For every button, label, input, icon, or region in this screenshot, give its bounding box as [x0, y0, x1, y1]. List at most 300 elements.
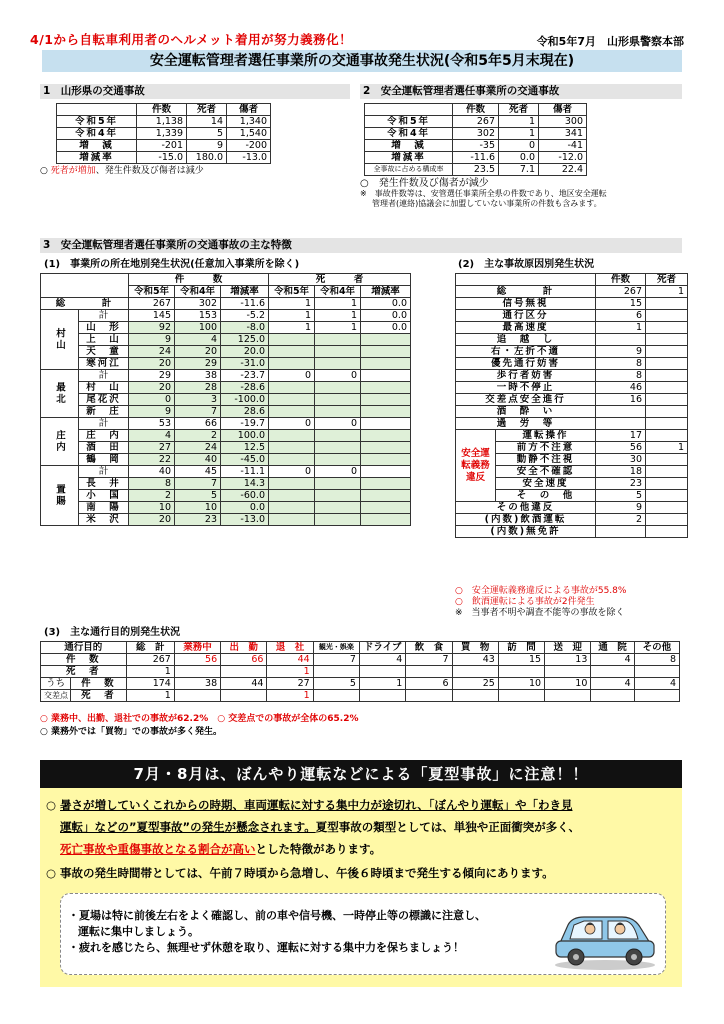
- row-label: 安全不確認: [496, 466, 596, 478]
- table-row: [456, 430, 688, 442]
- cell: 7: [175, 406, 221, 418]
- cell: [596, 406, 646, 418]
- table-row: [41, 346, 411, 358]
- cell: -11.6: [221, 298, 269, 310]
- table-row: [41, 430, 411, 442]
- table-row: [456, 394, 688, 406]
- cell: 7: [175, 478, 221, 490]
- cell: 1,540: [227, 128, 271, 140]
- table-header: [41, 274, 129, 298]
- cell: 5: [313, 678, 359, 690]
- row-label: 尾花沢: [79, 394, 129, 406]
- cell: 20: [129, 382, 175, 394]
- cell: 9: [596, 346, 646, 358]
- cell: 341: [539, 128, 587, 140]
- row-label: 計: [79, 310, 129, 322]
- cell: 0: [315, 418, 361, 430]
- cell: -23.7: [221, 370, 269, 382]
- note-highlight: 死者が増加: [50, 166, 96, 176]
- cell: [269, 454, 315, 466]
- cell: [359, 666, 405, 678]
- cell: -13.0: [221, 514, 269, 526]
- cell: [269, 382, 315, 394]
- cell: 22: [129, 454, 175, 466]
- purpose-table: [40, 641, 680, 702]
- row-label: 庄 内: [79, 430, 129, 442]
- cell: [596, 334, 646, 346]
- cell: [315, 490, 361, 502]
- cell: 125.0: [221, 334, 269, 346]
- cell: 15: [498, 654, 544, 666]
- summer-paragraph-2: ○ 事故の発生時間帯としては、午前７時頃から急増し、午後６時頃まで発生する傾向にあります。: [46, 866, 554, 880]
- table-row: [41, 654, 680, 666]
- row-label: 前方不注意: [496, 442, 596, 454]
- cell: 15: [596, 298, 646, 310]
- cell: -8.0: [221, 322, 269, 334]
- cell: 0.0: [361, 310, 411, 322]
- cell: 14: [187, 116, 227, 128]
- cell: [315, 406, 361, 418]
- cell: 302: [175, 298, 221, 310]
- cell: 45: [175, 466, 221, 478]
- cell: -31.0: [221, 358, 269, 370]
- cell: [315, 430, 361, 442]
- table-row: [41, 502, 411, 514]
- row-label: 通行区分: [456, 310, 596, 322]
- table-header: 死者: [499, 104, 539, 116]
- cell: 1,339: [137, 128, 187, 140]
- summer-heading: 7月・8月は、ぼんやり運転などによる「夏型事故」に注意！！: [40, 760, 682, 788]
- table-row: [456, 310, 688, 322]
- cause-note-2: ○ 飲酒運転による事故が2件発生: [455, 597, 595, 607]
- cell: 4: [591, 654, 634, 666]
- cell: [646, 358, 688, 370]
- cell: [646, 298, 688, 310]
- cause-note-3: ※ 当事者不明や調査不能等の事故を除く: [455, 608, 625, 618]
- row-label: 新 庄: [79, 406, 129, 418]
- cell: 20: [129, 514, 175, 526]
- row-label: 動静不注視: [496, 454, 596, 466]
- cell: 4: [634, 678, 679, 690]
- issuer-info: 令和5年7月 山形県警察本部: [536, 35, 684, 48]
- table-row: [41, 370, 411, 382]
- row-label: 運転操作: [496, 430, 596, 442]
- cell: 0.0: [361, 298, 411, 310]
- table-header: 出 勤: [221, 642, 267, 654]
- cell: 1: [267, 666, 313, 678]
- cell: 20.0: [221, 346, 269, 358]
- table-header: 死者: [646, 274, 688, 286]
- cell: 38: [174, 678, 220, 690]
- cell: 1: [359, 678, 405, 690]
- region-label: 最北: [41, 370, 79, 418]
- row-label: うち: [41, 678, 71, 690]
- cell: 7: [406, 654, 452, 666]
- table-header: 死者: [187, 104, 227, 116]
- table-row: [456, 406, 688, 418]
- cell: 2: [175, 430, 221, 442]
- cell: 56: [174, 654, 220, 666]
- row-label: 優先通行妨害: [456, 358, 596, 370]
- cell: 0.0: [499, 152, 539, 164]
- summer-paragraph-1: ○ 暑さが増していくこれからの時期、車両運転に対する集中力が途切れ、「ぼんやり運転」や「わき見 運転」などの”夏型事故”の発生が懸念されます。夏型事故の類型としては、単独や正面衝突が多く、 死亡事故や重傷事故となる割合が高いとした特徴があります。: [46, 798, 580, 856]
- cell: 43: [452, 654, 498, 666]
- cell: 1: [126, 666, 174, 678]
- cell: [221, 666, 267, 678]
- section-2-note-1: ○ 発生件数及び傷者が減少: [360, 178, 489, 189]
- cell: 25: [452, 678, 498, 690]
- summer-text: 事故の発生時間帯としては、午前７時頃から急増し、午後６時頃まで発生する傾向にあります。: [60, 866, 554, 880]
- row-label: 酒 酔 い: [456, 406, 596, 418]
- row-label: 山 形: [79, 322, 129, 334]
- cell: [221, 690, 267, 702]
- cell: [646, 370, 688, 382]
- cell: 5: [187, 128, 227, 140]
- summer-highlight: 死亡事故や重傷事故となる割合が高い: [60, 842, 256, 856]
- cell: 1: [269, 322, 315, 334]
- table-row: [41, 666, 680, 678]
- cell: [269, 502, 315, 514]
- cell: 29: [175, 358, 221, 370]
- cell: [452, 666, 498, 678]
- cell: -19.7: [221, 418, 269, 430]
- cell: 38: [175, 370, 221, 382]
- row-label: (内数)無免許: [456, 526, 596, 538]
- summer-text: 暑さが増していくこれからの時期、車両運転に対する集中力が途切れ、「ぼんやり運転」や「わき見: [60, 798, 573, 812]
- row-label: 村 山: [79, 382, 129, 394]
- cell: [361, 466, 411, 478]
- cell: 6: [596, 310, 646, 322]
- row-label: 酒 田: [79, 442, 129, 454]
- table-row: [41, 690, 680, 702]
- cell: 1: [269, 298, 315, 310]
- cell: 92: [129, 322, 175, 334]
- table-header: 件 数: [129, 274, 269, 286]
- cause-notes: [455, 586, 695, 619]
- cell: [315, 358, 361, 370]
- safety-group-label: 安全運転義務違反: [456, 430, 496, 502]
- cell: 20: [175, 346, 221, 358]
- table-header: 総 計: [126, 642, 174, 654]
- cell: 8: [596, 370, 646, 382]
- table-row: [365, 152, 587, 164]
- cell: 23: [596, 478, 646, 490]
- cell: [269, 334, 315, 346]
- summer-text: とした特徴があります。: [255, 842, 382, 856]
- row-label: 令和5年: [57, 116, 137, 128]
- row-label: 信号無視: [456, 298, 596, 310]
- section-2: [360, 84, 682, 209]
- table-header: ドライブ: [359, 642, 405, 654]
- table-row: [57, 152, 271, 164]
- subsection-1-title: (1) 事業所の所在地別発生状況(任意加入事業所を除く): [44, 259, 300, 270]
- cell: 8: [596, 358, 646, 370]
- table-header: 送 迎: [545, 642, 591, 654]
- region-label: 庄内: [41, 418, 79, 466]
- cell: [591, 666, 634, 678]
- cell: 153: [175, 310, 221, 322]
- section-2-note-3: 管理者(連絡)協議会に加盟していない事業所の件数も含みます。: [372, 199, 602, 208]
- cell: [646, 394, 688, 406]
- cell: [315, 382, 361, 394]
- cell: [646, 478, 688, 490]
- cell: 23: [175, 514, 221, 526]
- table-row: [456, 286, 688, 298]
- cell: 8: [129, 478, 175, 490]
- cell: 1,138: [137, 116, 187, 128]
- table-header: 通行目的: [41, 642, 127, 654]
- cell: [646, 346, 688, 358]
- table-header: 増減率: [361, 286, 411, 298]
- table-row: [365, 140, 587, 152]
- cell: 66: [175, 418, 221, 430]
- row-label: 一時不停止: [456, 382, 596, 394]
- cell: 12.5: [221, 442, 269, 454]
- table-header: 観光・娯楽: [313, 642, 359, 654]
- cell: 1: [499, 128, 539, 140]
- cell: 2: [129, 490, 175, 502]
- tip-line: ・疲れを感じたら、無理せず休憩を取り、運転に対する集中力を保ちましょう！: [68, 941, 464, 954]
- cell: [452, 690, 498, 702]
- cell: 44: [267, 654, 313, 666]
- cell: 180.0: [187, 152, 227, 164]
- prefecture-accident-table: [56, 103, 271, 164]
- cause-note-text: 安全運転義務違反による事故が55.8%: [471, 586, 627, 596]
- cell: [361, 454, 411, 466]
- table-row: [456, 418, 688, 430]
- cell: [646, 406, 688, 418]
- row-label: 増減率: [57, 152, 137, 164]
- cell: 0: [129, 394, 175, 406]
- row-label: 南 陽: [79, 502, 129, 514]
- row-label: 追 越 し: [456, 334, 596, 346]
- row-label: 増減率: [365, 152, 453, 164]
- cell: [361, 394, 411, 406]
- cell: 0: [315, 370, 361, 382]
- cell: 10: [129, 502, 175, 514]
- cell: 40: [175, 454, 221, 466]
- row-label: 右・左折不適: [456, 346, 596, 358]
- cell: [361, 370, 411, 382]
- cell: 18: [596, 466, 646, 478]
- purpose-notes: [40, 714, 680, 738]
- cell: 267: [596, 286, 646, 298]
- cell: [361, 478, 411, 490]
- row-label: 令和4年: [365, 128, 453, 140]
- table-row: [456, 322, 688, 334]
- cell: [315, 478, 361, 490]
- cell: -5.2: [221, 310, 269, 322]
- table-row: [41, 358, 411, 370]
- cell: [361, 334, 411, 346]
- cell: 2: [596, 514, 646, 526]
- cell: 10: [498, 678, 544, 690]
- table-row: [456, 334, 688, 346]
- cell: 46: [596, 382, 646, 394]
- cell: [269, 406, 315, 418]
- row-label: 最高速度: [456, 322, 596, 334]
- table-row: [456, 298, 688, 310]
- cell: [361, 346, 411, 358]
- cell: [269, 394, 315, 406]
- table-row: [365, 128, 587, 140]
- cell: [646, 526, 688, 538]
- row-label: 計: [79, 466, 129, 478]
- cell: 22.4: [539, 164, 587, 176]
- table-header: 通 院: [591, 642, 634, 654]
- cell: 267: [129, 298, 175, 310]
- table-row: [456, 274, 688, 286]
- section-1-title: 1 山形県の交通事故: [40, 84, 350, 99]
- cell: [646, 418, 688, 430]
- cell: [361, 358, 411, 370]
- cell: [646, 322, 688, 334]
- table-header: 死 者: [269, 274, 411, 286]
- cell: 13: [545, 654, 591, 666]
- table-row: [456, 382, 688, 394]
- section-1-note: ○ 死者が増加、発生件数及び傷者は減少: [40, 166, 204, 176]
- cell: 1: [267, 690, 313, 702]
- cell: 53: [129, 418, 175, 430]
- table-header: 令和4年: [315, 286, 361, 298]
- cell: 1: [646, 442, 688, 454]
- row-label: 総 計: [41, 298, 129, 310]
- row-label: 過 労 等: [456, 418, 596, 430]
- cell: 5: [175, 490, 221, 502]
- table-header: 令和5年: [129, 286, 175, 298]
- cell: 1: [596, 322, 646, 334]
- cell: [269, 430, 315, 442]
- safety-tips: [68, 908, 538, 956]
- cause-table: [455, 273, 688, 538]
- cell: 14.3: [221, 478, 269, 490]
- table-header: 令和5年: [269, 286, 315, 298]
- section-2-title: 2 安全運転管理者選任事業所の交通事故: [360, 84, 682, 99]
- row-label: 計: [79, 418, 129, 430]
- table-row: [456, 346, 688, 358]
- cell: [361, 502, 411, 514]
- cell: [406, 666, 452, 678]
- business-accident-table: [364, 103, 587, 176]
- region-label: 村山: [41, 310, 79, 370]
- table-row: [41, 490, 411, 502]
- cell: [361, 430, 411, 442]
- table-row: [456, 514, 688, 526]
- cell: 44: [221, 678, 267, 690]
- cell: 28.6: [221, 406, 269, 418]
- row-label: 寒河江: [79, 358, 129, 370]
- cell: [315, 502, 361, 514]
- cell: 17: [596, 430, 646, 442]
- table-row: [41, 642, 680, 654]
- cell: 100.0: [221, 430, 269, 442]
- cell: 23.5: [453, 164, 499, 176]
- table-header: 訪 問: [498, 642, 544, 654]
- cell: 267: [453, 116, 499, 128]
- cell: 0: [269, 418, 315, 430]
- cell: [646, 382, 688, 394]
- cell: 9: [129, 406, 175, 418]
- cell: 24: [129, 346, 175, 358]
- cell: 28: [175, 382, 221, 394]
- cell: [313, 666, 359, 678]
- cell: [361, 514, 411, 526]
- row-label: 総 計: [456, 286, 596, 298]
- cell: -13.0: [227, 152, 271, 164]
- table-header: 件数: [453, 104, 499, 116]
- table-row: [41, 382, 411, 394]
- table-header: [365, 104, 453, 116]
- summer-text: 夏型事故の類型としては、単独や正面衝突が多く、: [315, 820, 580, 834]
- cell: 4: [591, 678, 634, 690]
- purpose-note-2: ○ 業務外では「買物」での事故が多く発生。: [40, 727, 223, 737]
- cell: 7: [313, 654, 359, 666]
- cell: 6: [406, 678, 452, 690]
- cell: 0.0: [361, 322, 411, 334]
- cell: -60.0: [221, 490, 269, 502]
- cell: [361, 406, 411, 418]
- summer-text: 運転」などの”夏型事故”の発生が懸念されます。: [60, 820, 316, 834]
- table-row: [57, 128, 271, 140]
- cell: 27: [267, 678, 313, 690]
- table-header: 業務中: [174, 642, 220, 654]
- cell: 0.0: [221, 502, 269, 514]
- cell: 1: [646, 286, 688, 298]
- cell: [361, 382, 411, 394]
- table-row: [41, 310, 411, 322]
- tired-driver-car-icon: [550, 895, 660, 973]
- row-label: 長 井: [79, 478, 129, 490]
- cell: [269, 478, 315, 490]
- cell: 300: [539, 116, 587, 128]
- cell: [269, 358, 315, 370]
- cell: 10: [545, 678, 591, 690]
- table-row: [41, 454, 411, 466]
- cell: [646, 310, 688, 322]
- subsection-2-title: (2) 主な事故原因別発生状況: [458, 259, 595, 270]
- cell: [315, 334, 361, 346]
- cell: [545, 666, 591, 678]
- row-label: 歩行者妨害: [456, 370, 596, 382]
- cell: 1: [269, 310, 315, 322]
- row-label: 計: [79, 370, 129, 382]
- helmet-notice: 4/1から自転車利用者のヘルメット着用が努力義務化！: [30, 32, 353, 47]
- cell: 27: [129, 442, 175, 454]
- row-label: 交差点安全進行: [456, 394, 596, 406]
- cell: 0: [315, 466, 361, 478]
- cell: 4: [129, 430, 175, 442]
- cell: [591, 690, 634, 702]
- cell: [646, 454, 688, 466]
- cell: 8: [634, 654, 679, 666]
- cell: [646, 490, 688, 502]
- row-label: 件 数: [71, 678, 126, 690]
- cell: 30: [596, 454, 646, 466]
- cell: [269, 442, 315, 454]
- cell: 56: [596, 442, 646, 454]
- table-header: 買 物: [452, 642, 498, 654]
- tip-line: 運転に集中しましょう。: [78, 925, 199, 938]
- cell: 16: [596, 394, 646, 406]
- row-label: その他違反: [456, 502, 596, 514]
- cell: [596, 526, 646, 538]
- cell: [646, 514, 688, 526]
- cell: 1: [315, 322, 361, 334]
- row-label: 上 山: [79, 334, 129, 346]
- cell: 66: [221, 654, 267, 666]
- section-1: [40, 84, 350, 177]
- cell: 9: [187, 140, 227, 152]
